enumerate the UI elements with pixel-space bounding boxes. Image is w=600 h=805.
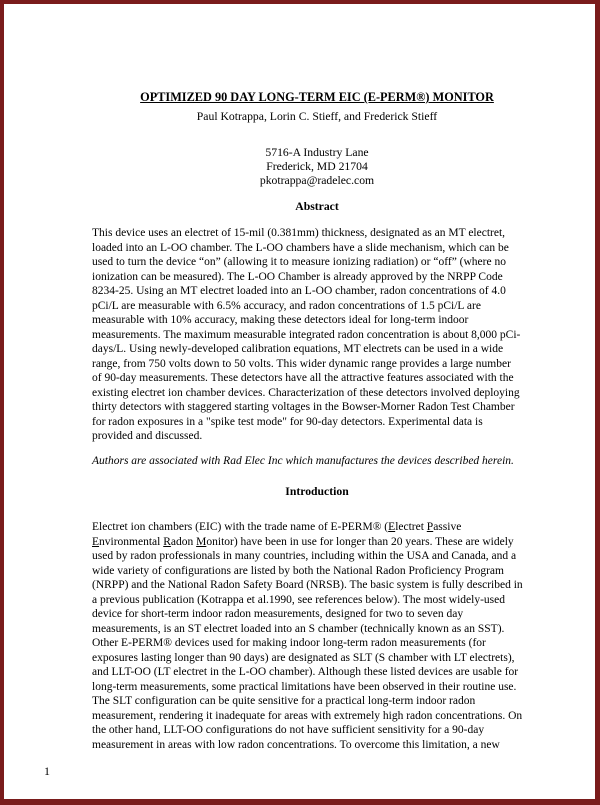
- introduction-line: device for short-term indoor radon measurements, designed for two to seven day: [92, 608, 464, 620]
- introduction-line: measurement in areas with low radon concentrations. To overcome this limitation, a new: [92, 738, 500, 751]
- introduction-line: used by radon professionals in many countries, including within the USA and Canada, and a: [92, 550, 517, 562]
- affiliation-note: Authors are associated with Rad Elec Inc which manufactures the devices described herein.: [92, 455, 514, 467]
- introduction-heading: Introduction: [285, 485, 349, 498]
- author-list: Paul Kotrappa, Lorin C. Stieff, and Frederick Stieff: [196, 110, 438, 123]
- abstract-line: pCi/L are measurable with 6.5% accuracy, and radon concentrations of 1.5 pCi/L are: [92, 299, 481, 312]
- abstract-line: of 90-day measurements. These detectors have all the attractive features associated with the: [92, 372, 514, 384]
- introduction-line: Other E-PERM® devices used for making indoor long-term radon measurements (for: [92, 637, 486, 649]
- abstract-line: measurable with 10% accuracy, making these detectors ideal for long-term indoor: [92, 314, 469, 326]
- introduction-line: The SLT configuration can be quite sensitive for a practical long-term indoor radon: [92, 695, 476, 707]
- introduction-line: a previous publication (Kotrappa et al.1990, see references below). The most widely-used: [92, 593, 506, 606]
- abstract-line: days/L. Using newly-developed calibration equations, MT electrets can be used in a wide: [92, 343, 504, 355]
- address-city: Frederick, MD 21704: [266, 160, 368, 173]
- abstract-line: This device uses an electret of 15-mil (0.381mm) thickness, designated as an MT electret,: [92, 227, 506, 239]
- abstract-line: 8234-25. Using an MT electret loaded into an L-OO chamber, radon concentrations of 4.0: [92, 285, 506, 297]
- introduction-line: Electret ion chambers (EIC) with the trade name of E-PERM® (Electret Passive: [92, 521, 462, 533]
- introduction-line: the other hand, LLT-OO configurations do not have sufficient sensitivity for a 90-day: [92, 724, 485, 736]
- address-street: 5716-A Industry Lane: [265, 146, 369, 159]
- introduction-line: and LLT-OO (LT electret in the L-OO chamber). Although these listed devices are usable for: [92, 666, 519, 678]
- abstract-line: measurements. The maximum measurable integrated radon concentration is about 8,000 pCi-: [92, 328, 521, 341]
- introduction-line: wide variety of configurations are listed by both the National Radon Proficiency Program: [92, 564, 504, 577]
- introduction-line: exposures lasting longer than 90 days) are designated as SLT (S chamber with LT electrets),: [92, 651, 515, 664]
- introduction-body: [92, 520, 542, 752]
- introduction-line: (NRPP) and the National Radon Safety Board (NRSB). The basic system is fully described in: [92, 579, 523, 591]
- abstract-line: range, from 750 volts down to 50 volts. This wider dynamic range provides a large number: [92, 357, 511, 370]
- abstract-line: existing electret ion chamber devices. Characterization of these detectors involved deploying: [92, 386, 520, 399]
- paper-title: OPTIMIZED 90 DAY LONG-TERM EIC (E-PERM®) MONITOR: [140, 90, 494, 104]
- abstract-line: ionization can be measured). The L-OO Chamber is already approved by the NRPP Code: [92, 270, 503, 283]
- introduction-line: Environmental Radon Monitor) have been in use for longer than 20 years. These are widely: [92, 535, 514, 548]
- abstract-line: loaded into an L-OO chamber. The L-OO chambers have a slide mechanism, which can be: [92, 241, 509, 254]
- introduction-line: long-term measurements, some practical limitations have been observed in their routine use.: [92, 680, 517, 693]
- page-number: 1: [44, 764, 50, 778]
- abstract-line: used to turn the device “on” (allowing it to measure ionizing radiation) or “off” (where no: [92, 256, 506, 268]
- contact-email: pkotrappa@radelec.com: [259, 174, 375, 187]
- introduction-line: measurements, is an ST electret loaded into an S chamber (technically known as an SST).: [92, 622, 505, 635]
- abstract-line: provided and discussed.: [92, 430, 203, 442]
- introduction-line: measurement, rendering it inadequate for areas with extremely high radon concentrations. On: [92, 709, 523, 722]
- abstract-line: for radon exposures in a "spike test mode" for 90-day detectors. Experimental data is: [92, 415, 483, 428]
- abstract-body: [92, 226, 542, 444]
- abstract-line: thirty detectors with staggered starting voltages in the Bowser-Morner Radon Test Chamber: [92, 401, 515, 413]
- abstract-heading: Abstract: [295, 200, 339, 213]
